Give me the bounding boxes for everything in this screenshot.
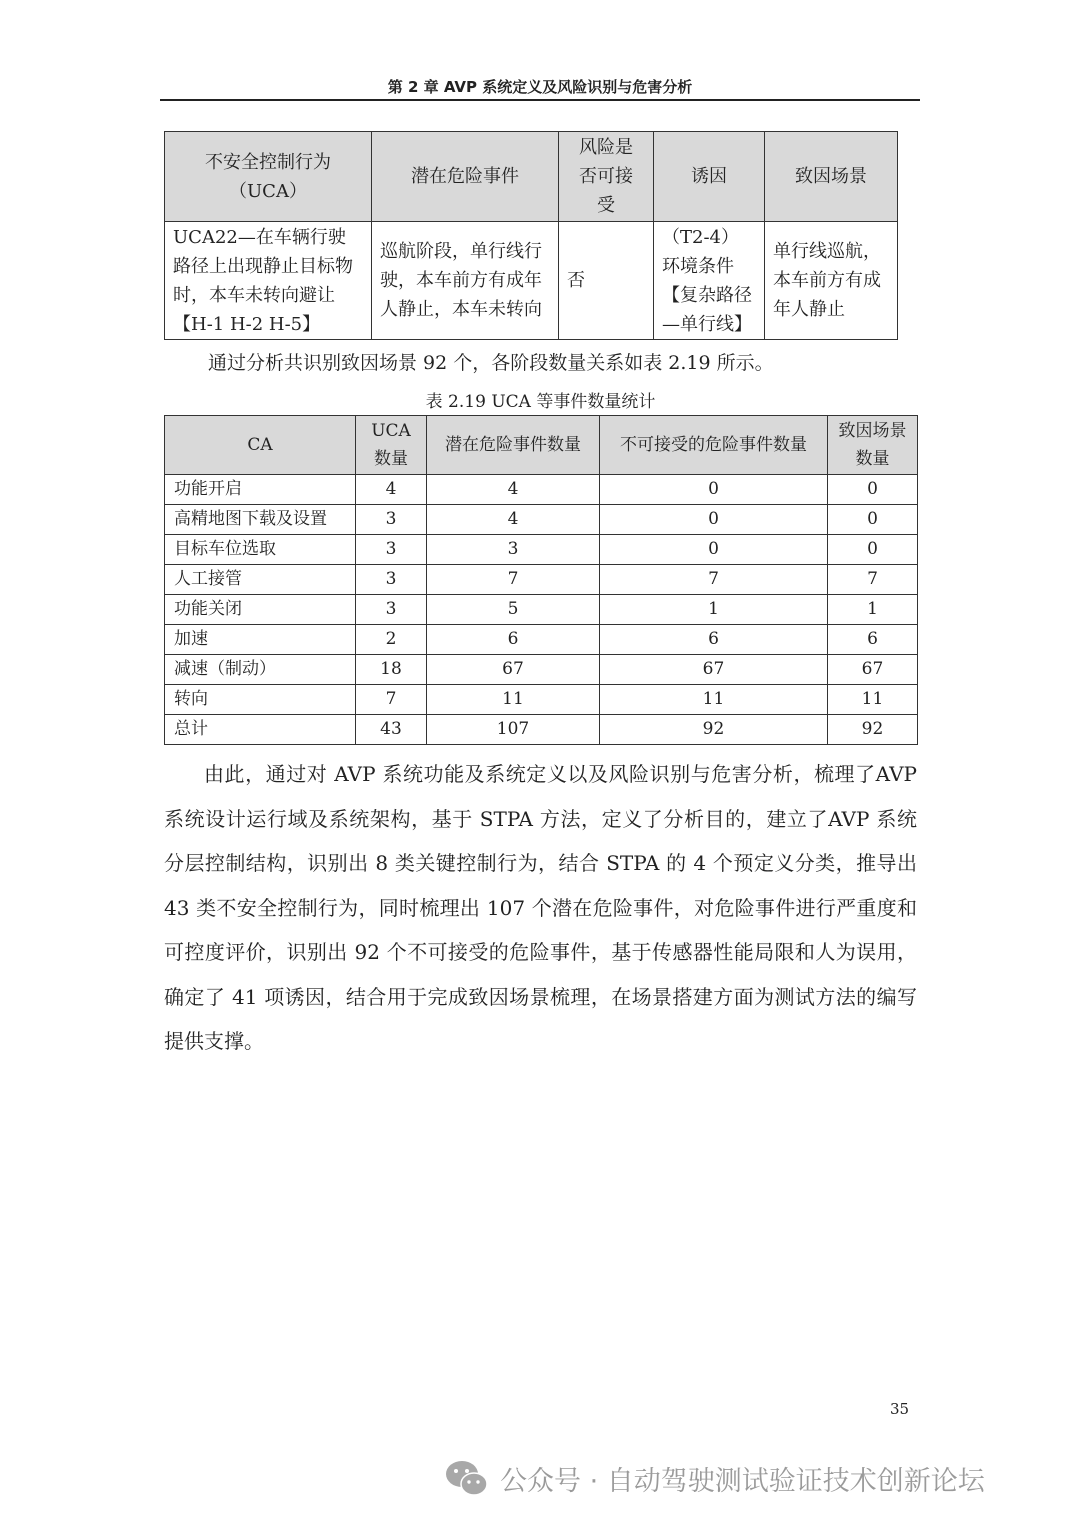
count-cell: 3 xyxy=(356,535,427,565)
count-cell: 18 xyxy=(356,655,427,685)
column-header: UCA数量 xyxy=(356,416,427,475)
row-label-cell: 总计 xyxy=(165,715,356,745)
count-cell: 2 xyxy=(356,625,427,655)
count-cell: 7 xyxy=(356,685,427,715)
intro-paragraph: 通过分析共识别致因场景 92 个，各阶段数量关系如表 2.19 所示。 xyxy=(208,352,774,374)
table-row xyxy=(165,475,918,505)
column-header: 不安全控制行为（UCA） xyxy=(165,132,372,222)
count-cell: 67 xyxy=(828,655,918,685)
column-header: 潜在危险事件 xyxy=(372,132,559,222)
row-label-cell: 加速 xyxy=(165,625,356,655)
table-row xyxy=(165,505,918,535)
count-cell: 0 xyxy=(828,505,918,535)
column-header: 潜在危险事件数量 xyxy=(427,416,600,475)
count-cell: 3 xyxy=(356,565,427,595)
watermark xyxy=(444,1458,985,1498)
column-header: 风险是否可接受 xyxy=(559,132,654,222)
cause-cell: （T2-4）环境条件【复杂路径—单行线】 xyxy=(654,222,765,340)
header-rule xyxy=(160,99,920,101)
count-cell: 6 xyxy=(828,625,918,655)
count-cell: 1 xyxy=(600,595,828,625)
count-cell: 7 xyxy=(600,565,828,595)
scenario-cell: 单行线巡航，本车前方有成年人静止 xyxy=(765,222,898,340)
row-label-cell: 高精地图下载及设置 xyxy=(165,505,356,535)
count-cell: 1 xyxy=(828,595,918,625)
count-cell: 5 xyxy=(427,595,600,625)
count-cell: 0 xyxy=(828,475,918,505)
column-header: 诱因 xyxy=(654,132,765,222)
count-cell: 7 xyxy=(427,565,600,595)
count-cell: 0 xyxy=(600,505,828,535)
count-cell: 6 xyxy=(600,625,828,655)
count-cell: 11 xyxy=(828,685,918,715)
table-row xyxy=(165,685,918,715)
event-cell: 巡航阶段，单行线行驶，本车前方有成年人静止，本车未转向 xyxy=(372,222,559,340)
count-cell: 3 xyxy=(356,595,427,625)
count-cell: 11 xyxy=(427,685,600,715)
count-cell: 0 xyxy=(828,535,918,565)
count-cell: 3 xyxy=(356,505,427,535)
count-cell: 4 xyxy=(356,475,427,505)
count-cell: 0 xyxy=(600,535,828,565)
row-label-cell: 转向 xyxy=(165,685,356,715)
table-header-row xyxy=(165,132,898,222)
count-cell: 4 xyxy=(427,505,600,535)
column-header: CA xyxy=(165,416,356,475)
count-cell: 67 xyxy=(600,655,828,685)
count-cell: 107 xyxy=(427,715,600,745)
page-header: 第 2 章 AVP 系统定义及风险识别与危害分析 xyxy=(387,78,693,96)
wechat-icon xyxy=(444,1458,490,1498)
uca-cell: UCA22—在车辆行驶路径上出现静止目标物时，本车未转向避让【H-1 H-2 H-5】 xyxy=(165,222,372,340)
row-label-cell: 人工接管 xyxy=(165,565,356,595)
count-cell: 92 xyxy=(828,715,918,745)
row-label-cell: 功能开启 xyxy=(165,475,356,505)
uca-statistics-table xyxy=(164,415,918,745)
column-header: 致因场景数量 xyxy=(828,416,918,475)
acceptable-cell: 否 xyxy=(559,222,654,340)
count-cell: 3 xyxy=(427,535,600,565)
uca-detail-table xyxy=(164,131,898,340)
count-cell: 7 xyxy=(828,565,918,595)
count-cell: 6 xyxy=(427,625,600,655)
count-cell: 92 xyxy=(600,715,828,745)
table-row xyxy=(165,535,918,565)
table-row xyxy=(165,625,918,655)
table-row xyxy=(165,655,918,685)
count-cell: 4 xyxy=(427,475,600,505)
count-cell: 11 xyxy=(600,685,828,715)
row-label-cell: 功能关闭 xyxy=(165,595,356,625)
count-cell: 43 xyxy=(356,715,427,745)
row-label-cell: 目标车位选取 xyxy=(165,535,356,565)
table-row xyxy=(165,595,918,625)
summary-text: 由此，通过对 AVP 系统功能及系统定义以及风险识别与危害分析，梳理了AVP 系统设计运行域及系统架构，基于 STPA 方法，定义了分析目的，建立了AVP 系统分层控制结构，识别出 8 类关键控制行为，结合 STPA 的 4 个预定义分类，推导出 43 类不安全控制行为，同时梳理出 107 个潜在危险事件，对危险事件进行严重度和可控度评价，识别出 92 个不可接受的危险事件，基于传感器性能局限和人为误用，确定了 41 项诱因，结合用于完成致因场景梳理，在场景搭建方面为测试方法的编写提供支撑。 xyxy=(164,762,917,1053)
table-row xyxy=(165,222,898,340)
table-row xyxy=(165,715,918,745)
table-row xyxy=(165,565,918,595)
column-header: 致因场景 xyxy=(765,132,898,222)
watermark-text: 公众号 · 自动驾驶测试验证技术创新论坛 xyxy=(500,1465,985,1497)
count-cell: 0 xyxy=(600,475,828,505)
row-label-cell: 减速（制动） xyxy=(165,655,356,685)
page-number: 35 xyxy=(890,1400,910,1418)
table-caption: 表 2.19 UCA 等事件数量统计 xyxy=(425,392,656,412)
summary-paragraph xyxy=(164,752,917,1064)
column-header: 不可接受的危险事件数量 xyxy=(600,416,828,475)
count-cell: 67 xyxy=(427,655,600,685)
table-header-row xyxy=(165,416,918,475)
